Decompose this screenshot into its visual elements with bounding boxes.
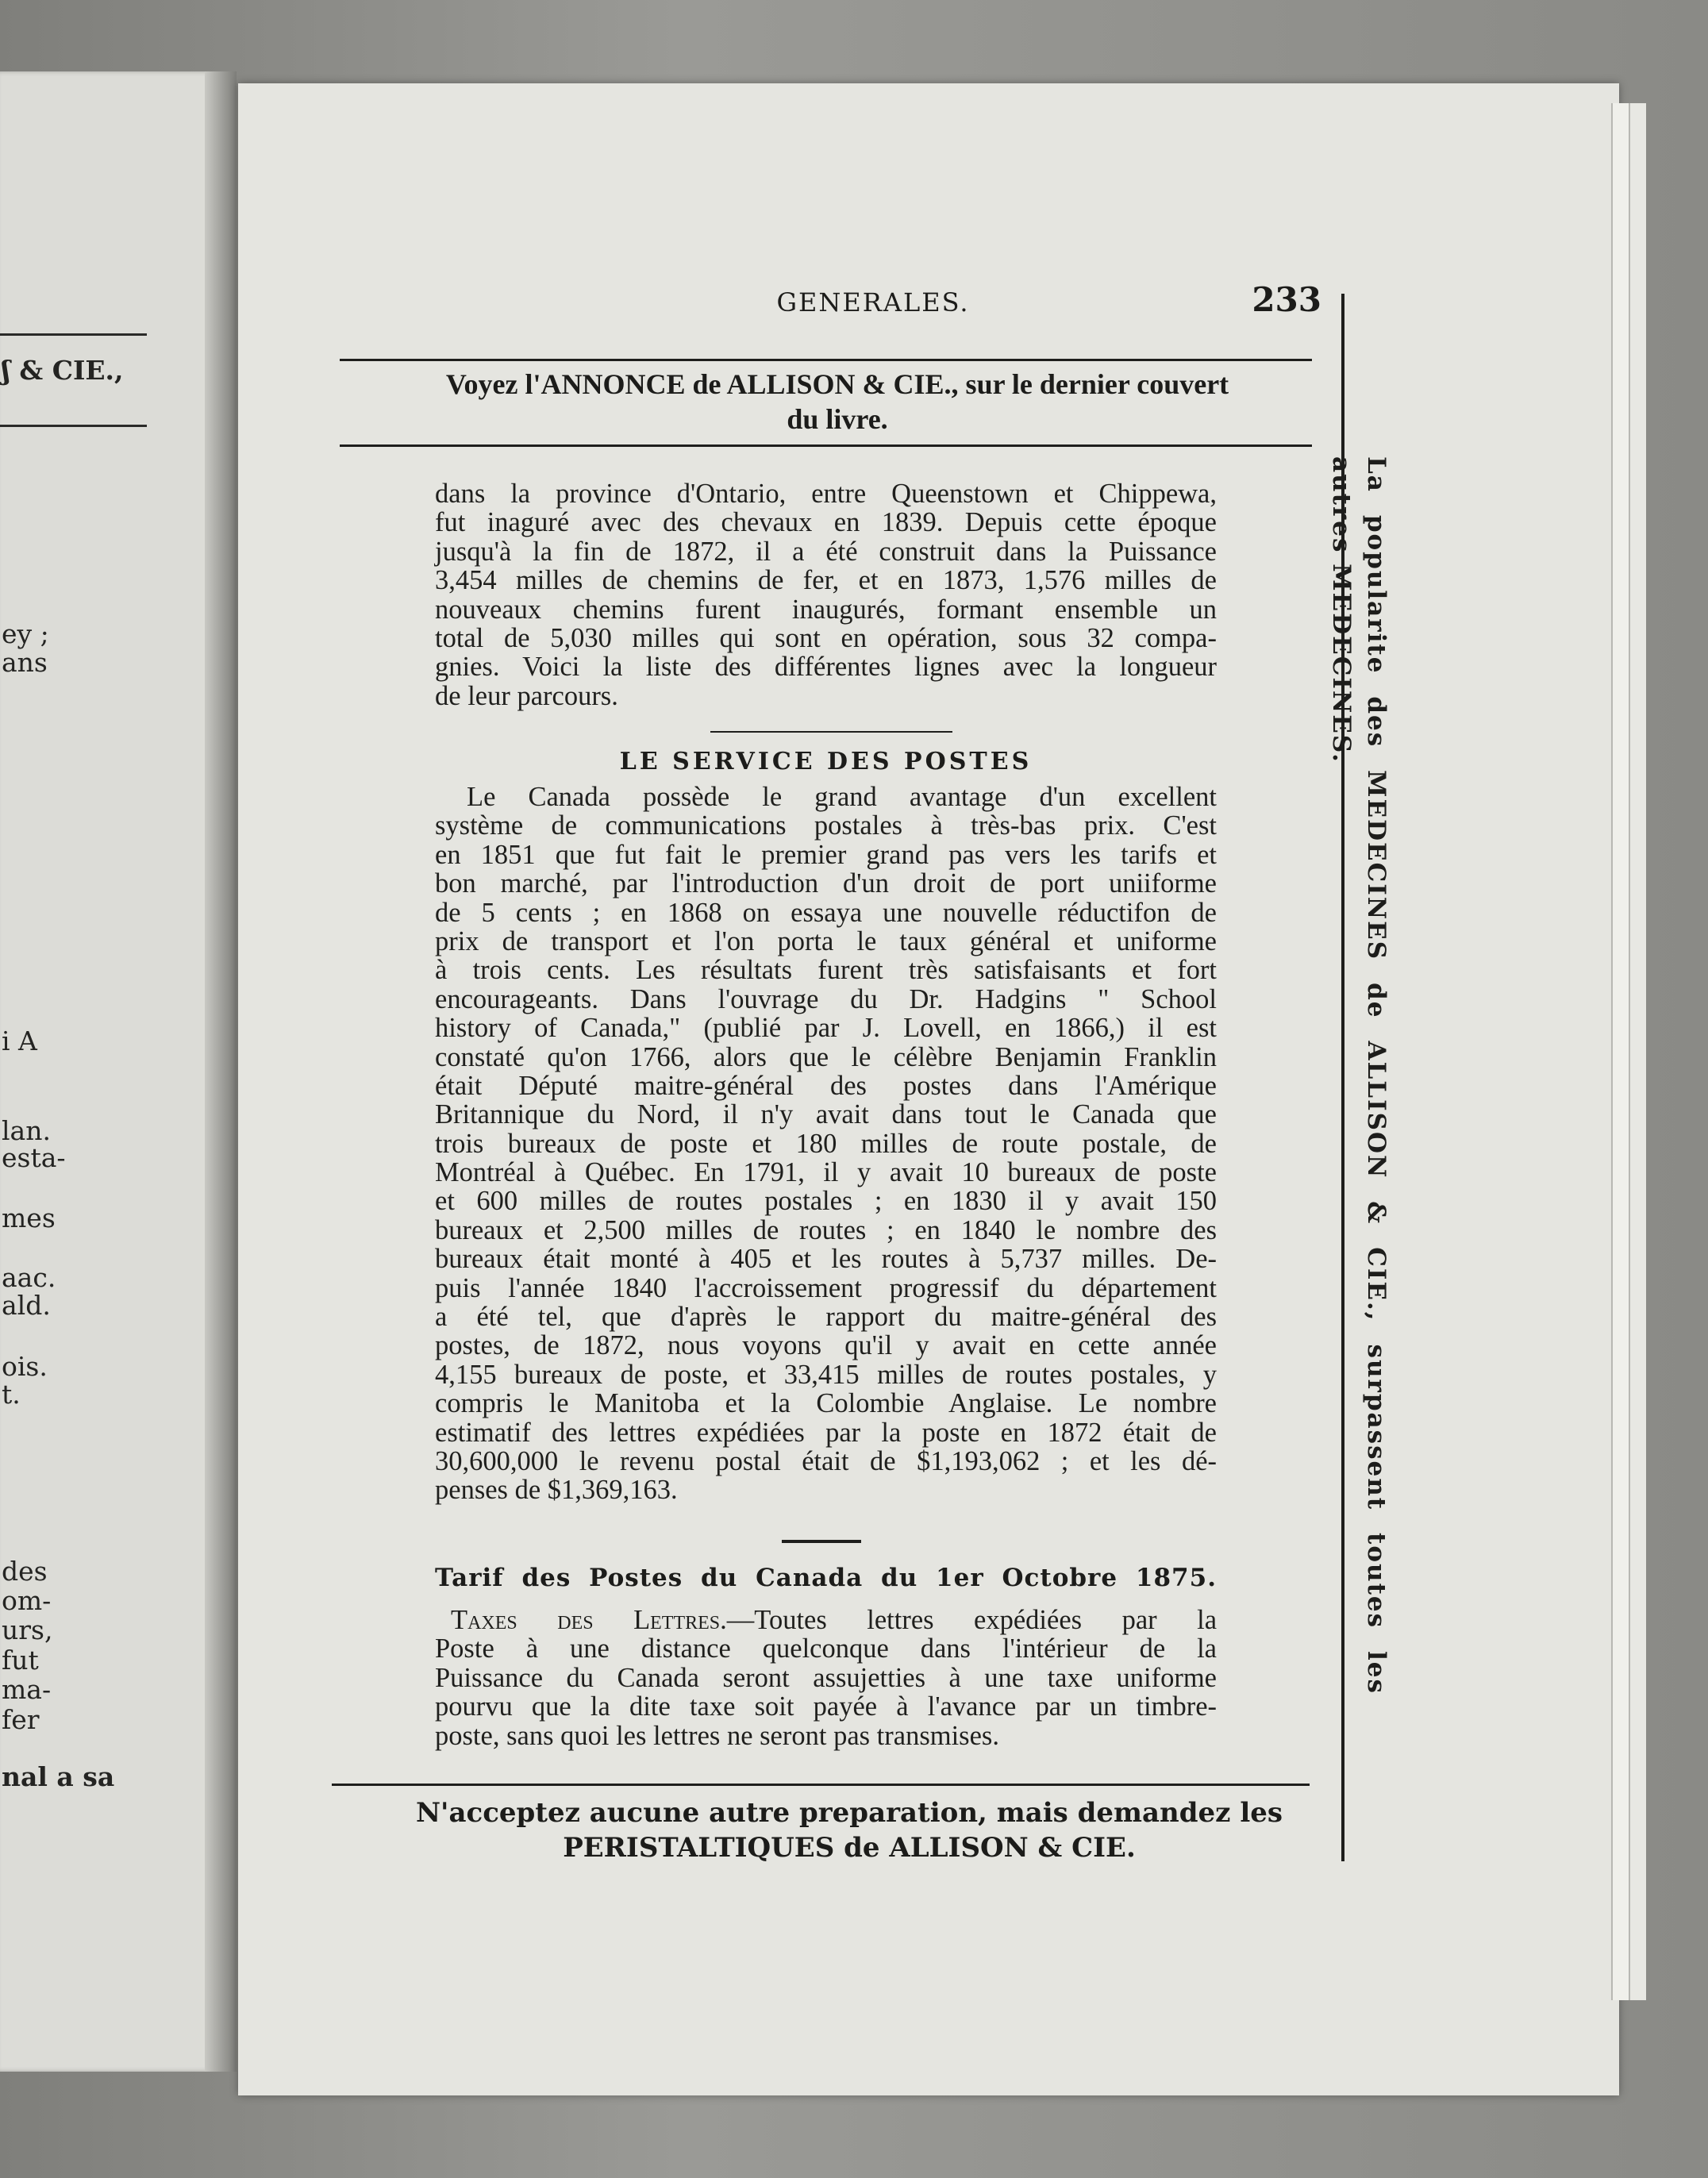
left-page-rule — [0, 425, 147, 427]
left-page-fragment: mes — [2, 1203, 56, 1233]
text-line: Le Canada possède le grand avantage d'un excellent — [467, 782, 1217, 812]
left-page-fragment: fut — [2, 1645, 39, 1676]
top-ad-line-1: Voyez l'ANNONCE de ALLISON & CIE., sur le dernier couvert — [445, 368, 1229, 400]
text-line: Britannique du Nord, il n'y avait dans tout le Canada que — [435, 1099, 1217, 1130]
text-line: pourvu que la dite taxe soit payée à l'avance par un timbre- — [435, 1691, 1217, 1722]
text-line: 30,600,000 le revenu postal était de $1,193,062 ; et les dé- — [435, 1445, 1217, 1476]
text-line: trois bureaux de poste et 180 milles de route postale, de — [435, 1128, 1217, 1159]
left-page-rule — [0, 333, 147, 336]
vertical-ad-line-1: La popularite des MEDECINES de ALLISON & CIE., surpassent toutes les — [1362, 456, 1391, 1695]
top-ad-line-2: du livre. — [787, 403, 888, 435]
text-line: était Député maitre-général des postes dans l'Amérique — [435, 1070, 1217, 1101]
text-line: et 600 milles de routes postales ; en 1830 il y avait 150 — [435, 1186, 1217, 1217]
previous-page — [0, 71, 230, 2072]
text-line: en 1851 que fut fait le premier grand pas vers les tarifs et — [435, 839, 1217, 870]
text-line: compris le Manitoba et la Colombie Anglaise. Le nombre — [435, 1388, 1217, 1419]
page-edge — [1629, 103, 1646, 2000]
text-line: bureaux et 2,500 milles de routes ; en 1840 le nombre des — [435, 1214, 1217, 1245]
text-line: prix de transport et l'on porta le taux général et uniforme — [435, 925, 1217, 956]
postal-service-paragraph — [435, 783, 1217, 1505]
left-page-fragment: fer — [2, 1704, 40, 1735]
text-line: de leur parcours. — [435, 680, 618, 711]
text-line: total de 5,030 milles qui sont en opération, sous 32 compa- — [435, 622, 1217, 653]
header-rule — [340, 359, 1312, 361]
left-page-fragment: ʃ & CIE., — [2, 355, 124, 386]
left-page-fragment: ey ; — [2, 618, 49, 649]
text-line: dans la province d'Ontario, entre Queenstown et Chippewa, — [435, 479, 1217, 509]
text-line: poste, sans quoi les lettres ne seront pas transmises. — [435, 1720, 999, 1751]
left-page-fragment: urs, — [2, 1614, 53, 1645]
text-line: estimatif des lettres expédiées par la poste en 1872 était de — [435, 1417, 1217, 1448]
text-line: Puissance du Canada seront assujetties à une taxe uniforme — [435, 1662, 1217, 1693]
text-line: nouveaux chemins furent inaugurés, formant ensemble un — [435, 594, 1217, 625]
left-page-fragment: ois. — [2, 1351, 48, 1382]
left-page-fragment: des — [2, 1556, 48, 1587]
left-page-fragment: aac. — [2, 1262, 56, 1293]
left-page-fragment: esta- — [2, 1142, 66, 1173]
text-line: 3,454 milles de chemins de fer, et en 1873, 1,576 milles de — [435, 565, 1217, 596]
left-page-fragment: ald. — [2, 1290, 51, 1321]
left-page-fragment: ma- — [2, 1674, 52, 1705]
left-page-fragment: t. — [2, 1379, 21, 1410]
text-line: à trois cents. Les résultats furent très satisfaisants et fort — [435, 955, 1217, 986]
tarif-title: Tarif des Postes du Canada du 1er Octobre 1875. — [435, 1564, 1217, 1592]
text-line: Poste à une distance quelconque dans l'intérieur de la — [435, 1634, 1217, 1664]
section-title: LE SERVICE DES POSTES — [619, 748, 1033, 775]
left-page-fragment: nal a sa — [2, 1761, 115, 1792]
bottom-ad-line-2: PERISTALTIQUES de ALLISON & CIE. — [563, 1832, 1136, 1864]
text-line: bureaux était monté à 405 et les routes à 5,737 milles. De- — [435, 1244, 1217, 1275]
text-line: encourageants. Dans l'ouvrage du Dr. Hadgins " School — [435, 983, 1217, 1014]
text-line: history of Canada," (publié par J. Lovell, en 1866,) il est — [435, 1013, 1217, 1044]
text-line-content: —Toutes lettres expédiées par la — [726, 1605, 1218, 1635]
section-divider — [710, 731, 952, 733]
text-line: 4,155 bureaux de poste, et 33,415 milles de routes postales, y — [435, 1359, 1217, 1390]
left-page-fragment: lan. — [2, 1115, 51, 1146]
text-line: a été tel, que d'après le rapport du maitre-général des — [435, 1302, 1217, 1333]
letter-rates-paragraph — [435, 1606, 1217, 1750]
ad-rule — [340, 444, 1312, 447]
section-divider — [782, 1540, 861, 1543]
text-line: Montréal à Québec. En 1791, il y avait 10 bureaux de poste — [435, 1157, 1217, 1188]
text-line: gnies. Voici la liste des différentes lignes avec la longueur — [435, 652, 1217, 683]
letter-rates-lead: Taxes des Lettres. — [451, 1605, 727, 1635]
page-edge — [1611, 103, 1630, 2000]
left-page-fragment: i A — [2, 1026, 37, 1056]
left-page-fragment: om- — [2, 1585, 52, 1616]
text-line: de 5 cents ; en 1868 on essaya une nouvelle réductifon de — [435, 897, 1217, 928]
text-line: système de communications postales à très-bas prix. C'est — [435, 810, 1217, 841]
railway-paragraph — [435, 479, 1217, 710]
vertical-ad-line-2: autres MEDECINES. — [1327, 456, 1356, 764]
text-line: penses de $1,369,163. — [435, 1475, 678, 1506]
text-line: fut inaguré avec des chevaux en 1839. Depuis cette époque — [435, 507, 1217, 538]
text-line: jusqu'à la fin de 1872, il a été construit dans la Puissance — [435, 536, 1217, 567]
text-line: puis l'année 1840 l'accroissement progressif du département — [435, 1272, 1217, 1303]
text-line: constaté qu'on 1766, alors que le célèbre Benjamin Franklin — [435, 1041, 1217, 1072]
top-advertisement — [345, 367, 1329, 437]
bottom-advertisement — [333, 1795, 1365, 1865]
left-page-fragment: ans — [2, 647, 48, 678]
text-line: postes, de 1872, nous voyons qu'il y avait en cette année — [435, 1330, 1217, 1361]
book-gutter — [205, 71, 237, 2072]
running-header: GENERALES. — [776, 287, 970, 317]
footer-rule — [332, 1784, 1310, 1786]
vertical-advertisement — [1298, 456, 1394, 1695]
bottom-ad-line-1: N'acceptez aucune autre preparation, mais demandez les — [415, 1797, 1283, 1829]
page-number: 233 — [1252, 280, 1321, 319]
text-line: bon marché, par l'introduction d'un droit de port uniiforme — [435, 868, 1217, 899]
text-line — [435, 1606, 1217, 1634]
